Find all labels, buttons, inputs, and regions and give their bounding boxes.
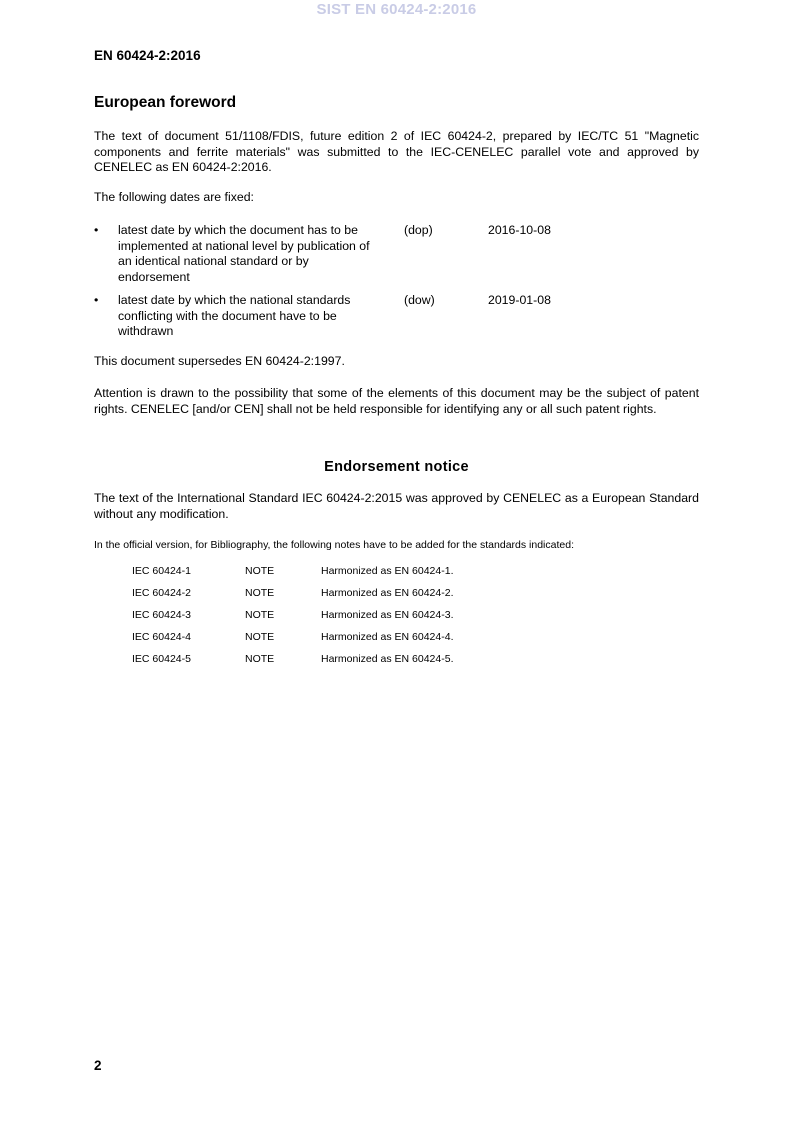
bullet-icon: •: [94, 293, 99, 307]
note-standard: IEC 60424-2: [132, 587, 191, 599]
date-description: latest date by which the national standards conflicting with the document have to be withdrawn: [118, 293, 351, 338]
note-row: [132, 587, 532, 601]
document-id: EN 60424-2:2016: [94, 48, 201, 63]
note-text: Harmonized as EN 60424-2.: [321, 587, 454, 599]
note-row: [132, 631, 532, 645]
endorsement-paragraph: The text of the International Standard IEC 60424-2:2015 was approved by CENELEC as a European Standard without any modification.: [94, 491, 699, 521]
date-abbreviation: (dop): [404, 223, 433, 237]
date-abbreviation: (dow): [404, 293, 435, 307]
page-number: 2: [94, 1058, 102, 1073]
note-standard: IEC 60424-4: [132, 631, 191, 643]
note-row: [132, 609, 532, 623]
note-kind: NOTE: [245, 653, 275, 665]
section-heading: European foreword: [94, 94, 237, 111]
bibliography-intro: In the official version, for Bibliography, the following notes have to be added for the standards indicated:: [94, 539, 574, 551]
foreword-paragraph: The text of document 51/1108/FDIS, future edition 2 of IEC 60424-2, prepared by IEC/TC 51 "Magnetic components and ferrite materials" was submitted to the IEC-CENELEC parallel vote and approved by CENELEC as EN 60424-2:2016.: [94, 129, 699, 174]
note-text: Harmonized as EN 60424-3.: [321, 609, 454, 621]
note-text: Harmonized as EN 60424-4.: [321, 631, 454, 643]
patent-attention-paragraph: Attention is drawn to the possibility that some of the elements of this document may be the subject of patent rights. CENELEC [and/or CEN] shall not be held responsible for identifying any or all such patent rights.: [94, 386, 699, 416]
watermark: SIST EN 60424-2:2016: [316, 1, 477, 18]
note-text: Harmonized as EN 60424-5.: [321, 653, 454, 665]
note-kind: NOTE: [245, 631, 275, 643]
note-row: [132, 565, 532, 579]
date-value: 2016-10-08: [488, 223, 551, 237]
note-standard: IEC 60424-3: [132, 609, 191, 621]
bullet-icon: •: [94, 223, 99, 237]
note-kind: NOTE: [245, 587, 275, 599]
note-kind: NOTE: [245, 609, 275, 621]
dates-intro: The following dates are fixed:: [94, 190, 254, 204]
endorsement-title: Endorsement notice: [324, 459, 469, 475]
note-text: Harmonized as EN 60424-1.: [321, 565, 454, 577]
note-standard: IEC 60424-5: [132, 653, 191, 665]
date-value: 2019-01-08: [488, 293, 551, 307]
date-description: latest date by which the document has to be implemented at national level by publication of an identical national standard or by endorsement: [118, 223, 370, 284]
supersedes-paragraph: This document supersedes EN 60424-2:1997.: [94, 354, 345, 368]
note-standard: IEC 60424-1: [132, 565, 191, 577]
note-row: [132, 653, 532, 667]
note-kind: NOTE: [245, 565, 275, 577]
